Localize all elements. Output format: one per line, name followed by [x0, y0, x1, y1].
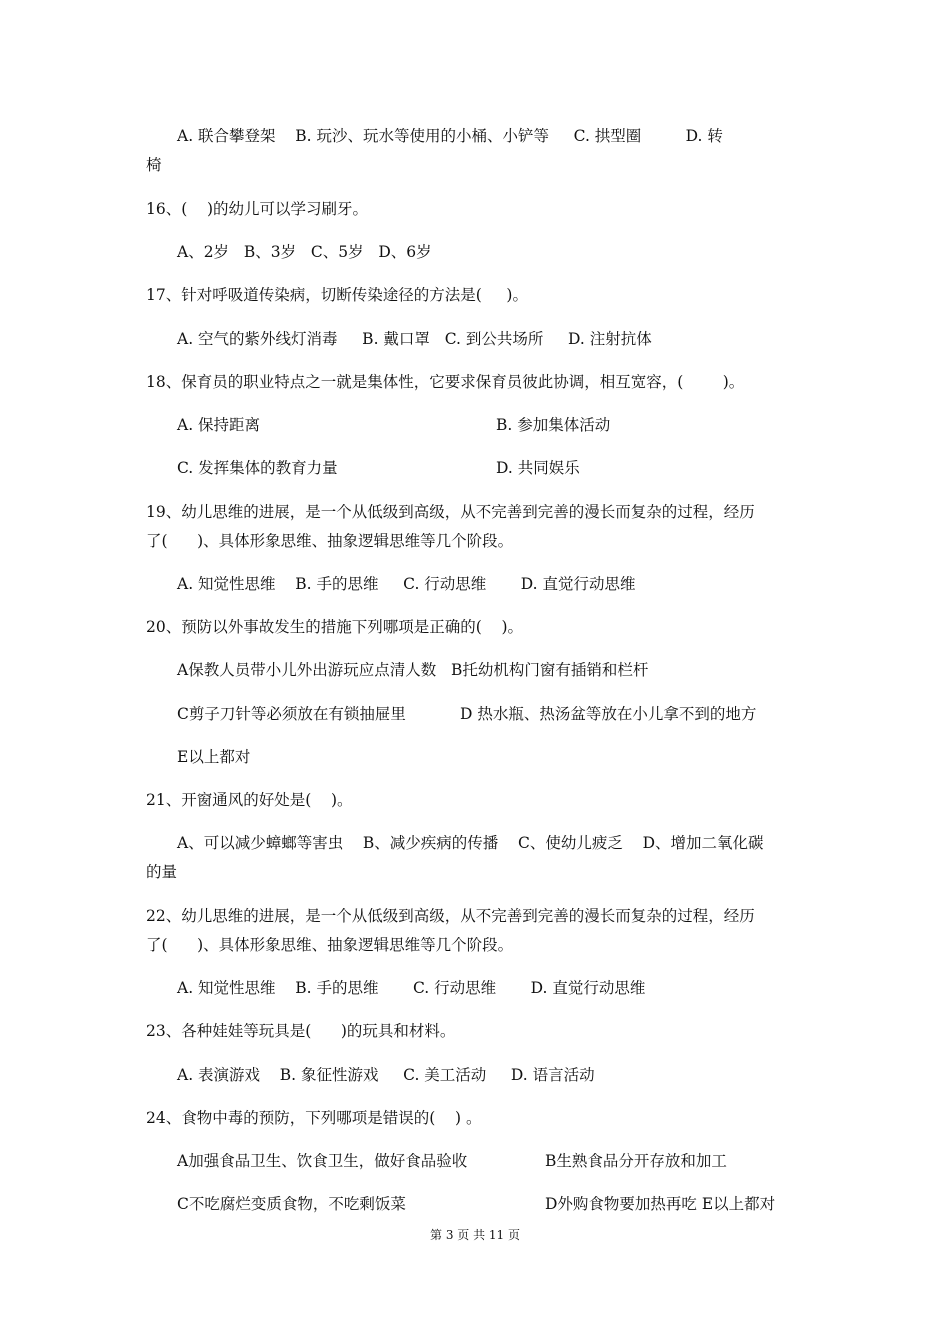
q20-options-cd: C剪子刀针等必须放在有锁抽屉里 D 热水瓶、热汤盆等放在小儿拿不到的地方 [177, 705, 757, 723]
q19-stem-wrap: 了( )、具体形象思维、抽象逻辑思维等几个阶段。 [146, 532, 514, 550]
q22-stem-wrap: 了( )、具体形象思维、抽象逻辑思维等几个阶段。 [146, 936, 514, 954]
q18-option-a: A. 保持距离 [177, 416, 261, 434]
q19-options: A. 知觉性思维 B. 手的思维 C. 行动思维 D. 直觉行动思维 [177, 575, 636, 593]
q18-option-b: B. 参加集体活动 [496, 416, 611, 434]
q21-options-wrap: 的量 [146, 863, 178, 881]
page-footer: 第 3 页 共 11 页 [430, 1228, 520, 1242]
q23-options: A. 表演游戏 B. 象征性游戏 C. 美工活动 D. 语言活动 [177, 1066, 595, 1084]
q23-stem: 23、各种娃娃等玩具是( )的玩具和材料。 [146, 1022, 456, 1040]
q15-options-wrap: 椅 [146, 156, 162, 174]
q19-stem: 19、幼儿思维的进展，是一个从低级到高级，从不完善到完善的漫长而复杂的过程，经历 [146, 503, 755, 521]
q20-options-ab: A保教人员带小儿外出游玩应点清人数 B托幼机构门窗有插销和栏杆 [177, 661, 649, 679]
q22-options: A. 知觉性思维 B. 手的思维 C. 行动思维 D. 直觉行动思维 [177, 979, 646, 997]
q24-option-b: B生熟食品分开存放和加工 [545, 1152, 727, 1170]
q24-stem: 24、食物中毒的预防，下列哪项是错误的( ) 。 [146, 1109, 482, 1127]
q18-stem: 18、保育员的职业特点之一就是集体性，它要求保育员彼此协调，相互宽容，( )。 [146, 373, 745, 391]
q24-option-c: C不吃腐烂变质食物，不吃剩饭菜 [177, 1195, 406, 1213]
q22-stem: 22、幼儿思维的进展，是一个从低级到高级，从不完善到完善的漫长而复杂的过程，经历 [146, 907, 755, 925]
q16-options: A、2岁 B、3岁 C、5岁 D、6岁 [177, 243, 432, 261]
q20-stem: 20、预防以外事故发生的措施下列哪项是正确的( )。 [146, 618, 524, 636]
q20-option-e: E以上都对 [177, 748, 251, 766]
q21-options: A、可以减少蟑螂等害虫 B、减少疾病的传播 C、使幼儿疲乏 D、增加二氧化碳 [177, 834, 764, 852]
q15-options-line: A. 联合攀登架 B. 玩沙、玩水等使用的小桶、小铲等 C. 拱型圈 D. 转 [177, 127, 723, 145]
q24-option-a: A加强食品卫生、饮食卫生，做好食品验收 [177, 1152, 468, 1170]
q21-stem: 21、开窗通风的好处是( )。 [146, 791, 353, 809]
q18-option-c: C. 发挥集体的教育力量 [177, 459, 338, 477]
q17-options: A. 空气的紫外线灯消毒 B. 戴口罩 C. 到公共场所 D. 注射抗体 [177, 330, 652, 348]
q17-stem: 17、针对呼吸道传染病，切断传染途径的方法是( )。 [146, 286, 528, 304]
q16-stem: 16、( )的幼儿可以学习刷牙。 [146, 200, 369, 218]
q24-option-de: D外购食物要加热再吃 E以上都对 [545, 1195, 776, 1213]
q18-option-d: D. 共同娱乐 [496, 459, 580, 477]
